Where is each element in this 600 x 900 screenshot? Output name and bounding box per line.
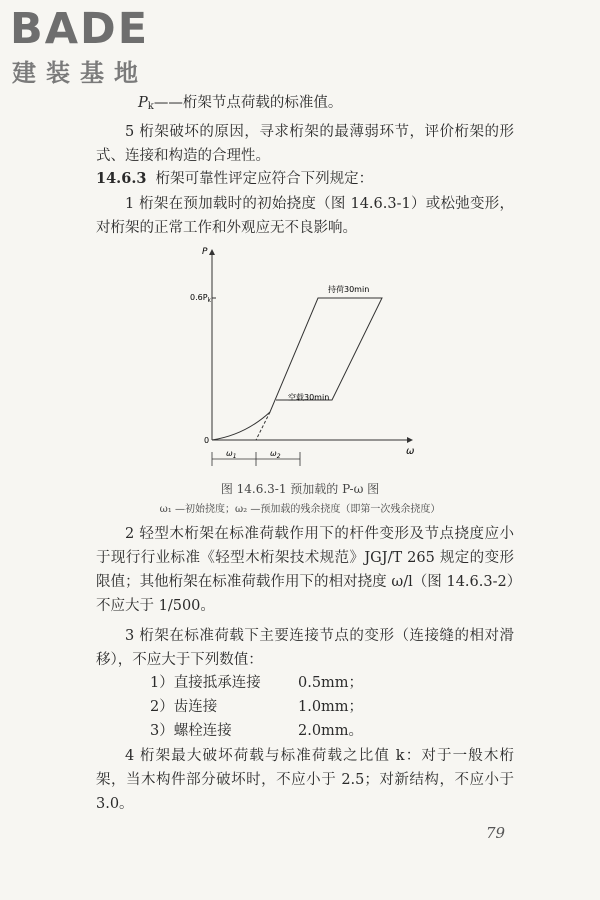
item-3-paragraph: [96, 624, 514, 672]
section-14-6-3: [96, 168, 516, 190]
list-item: [150, 720, 364, 742]
hold-load-label: 持荷30min: [328, 285, 370, 294]
list-value: 1.0mm；: [298, 699, 364, 715]
item-1-paragraph: [96, 192, 514, 240]
y-axis-label: P: [202, 247, 208, 257]
item-4-text: 4 桁架最大破坏荷载与标准荷载之比值 k：对于一般木桁架，当木构件部分破坏时，不应小于 2.5；对新结构，不应小于 3.0。: [96, 748, 514, 812]
y-tick-label: [190, 293, 212, 304]
w2-label: [270, 449, 281, 460]
p-omega-figure: [190, 240, 430, 480]
item-2-text: 2 轻型木桁架在标准荷载作用下的杆件变形及节点挠度应小于现行行业标准《轻型木桁架技术规范》JGJ/T 265 规定的变形限值；其他桁架在标准荷载作用下的相对挠度 ω/l（图 14.6.3-2）不应大于 1/500。: [96, 526, 514, 614]
w1-symbol: ω: [226, 449, 233, 458]
list-label: 1）直接抵承连接: [150, 675, 261, 691]
logo-wordmark: BADE: [10, 4, 150, 54]
w1-sub: 1: [232, 453, 237, 460]
list-label: 3）螺栓连接: [150, 723, 232, 739]
w2-symbol: ω: [270, 449, 277, 458]
list-item: [150, 696, 364, 718]
logo: [8, 6, 178, 96]
pk-definition-text: ——桁架节点荷载的标准值。: [153, 95, 343, 111]
pk-subscript: k: [147, 101, 154, 112]
figure-note: ω₁ —初始挠度；ω₂ —预加载的残余挠度（即第一次残余挠度）: [159, 504, 441, 515]
item-5-paragraph: [96, 120, 514, 168]
list-value: 2.0mm。: [298, 723, 364, 739]
item-3-text: 3 桁架在标准荷载下主要连接节点的变形（连接缝的相对滑移），不应大于下列数值：: [96, 628, 514, 668]
list-value: 0.5mm；: [298, 675, 364, 691]
logo-subtitle: 建装基地: [12, 59, 148, 87]
pk-definition: [138, 92, 558, 118]
item-4-paragraph: [96, 744, 514, 816]
item-2-paragraph: [96, 522, 514, 618]
loading-curve: [212, 298, 382, 440]
list-item: [150, 672, 364, 694]
item-1-text: 1 桁架在预加载时的初始挠度（图 14.6.3-1）或松弛变形，对桁架的正常工作和外观应无不良影响。: [96, 196, 514, 236]
empty-load-label: 空载30min: [288, 393, 330, 402]
w1-label: [226, 449, 237, 460]
w2-sub: 2: [276, 453, 281, 460]
x-axis-label: ω: [406, 446, 415, 457]
page-number: 79: [486, 824, 506, 842]
pk-symbol: P: [138, 95, 148, 111]
section-number: 14.6.3: [96, 170, 147, 187]
list-label: 2）齿连接: [150, 699, 218, 715]
section-title: 桁架可靠性评定应符合下列规定：: [155, 171, 374, 187]
y-tick-sub: k: [207, 297, 212, 304]
residual-dashed-line: [256, 412, 270, 440]
figure-caption: 图 14.6.3-1 预加载的 P-ω 图: [220, 482, 380, 496]
y-tick-main: 0.6P: [190, 293, 208, 302]
item-5-text: 5 桁架破坏的原因，寻求桁架的最薄弱环节，评价桁架的形式、连接和构造的合理性。: [96, 124, 514, 164]
origin-label: 0: [204, 436, 210, 445]
